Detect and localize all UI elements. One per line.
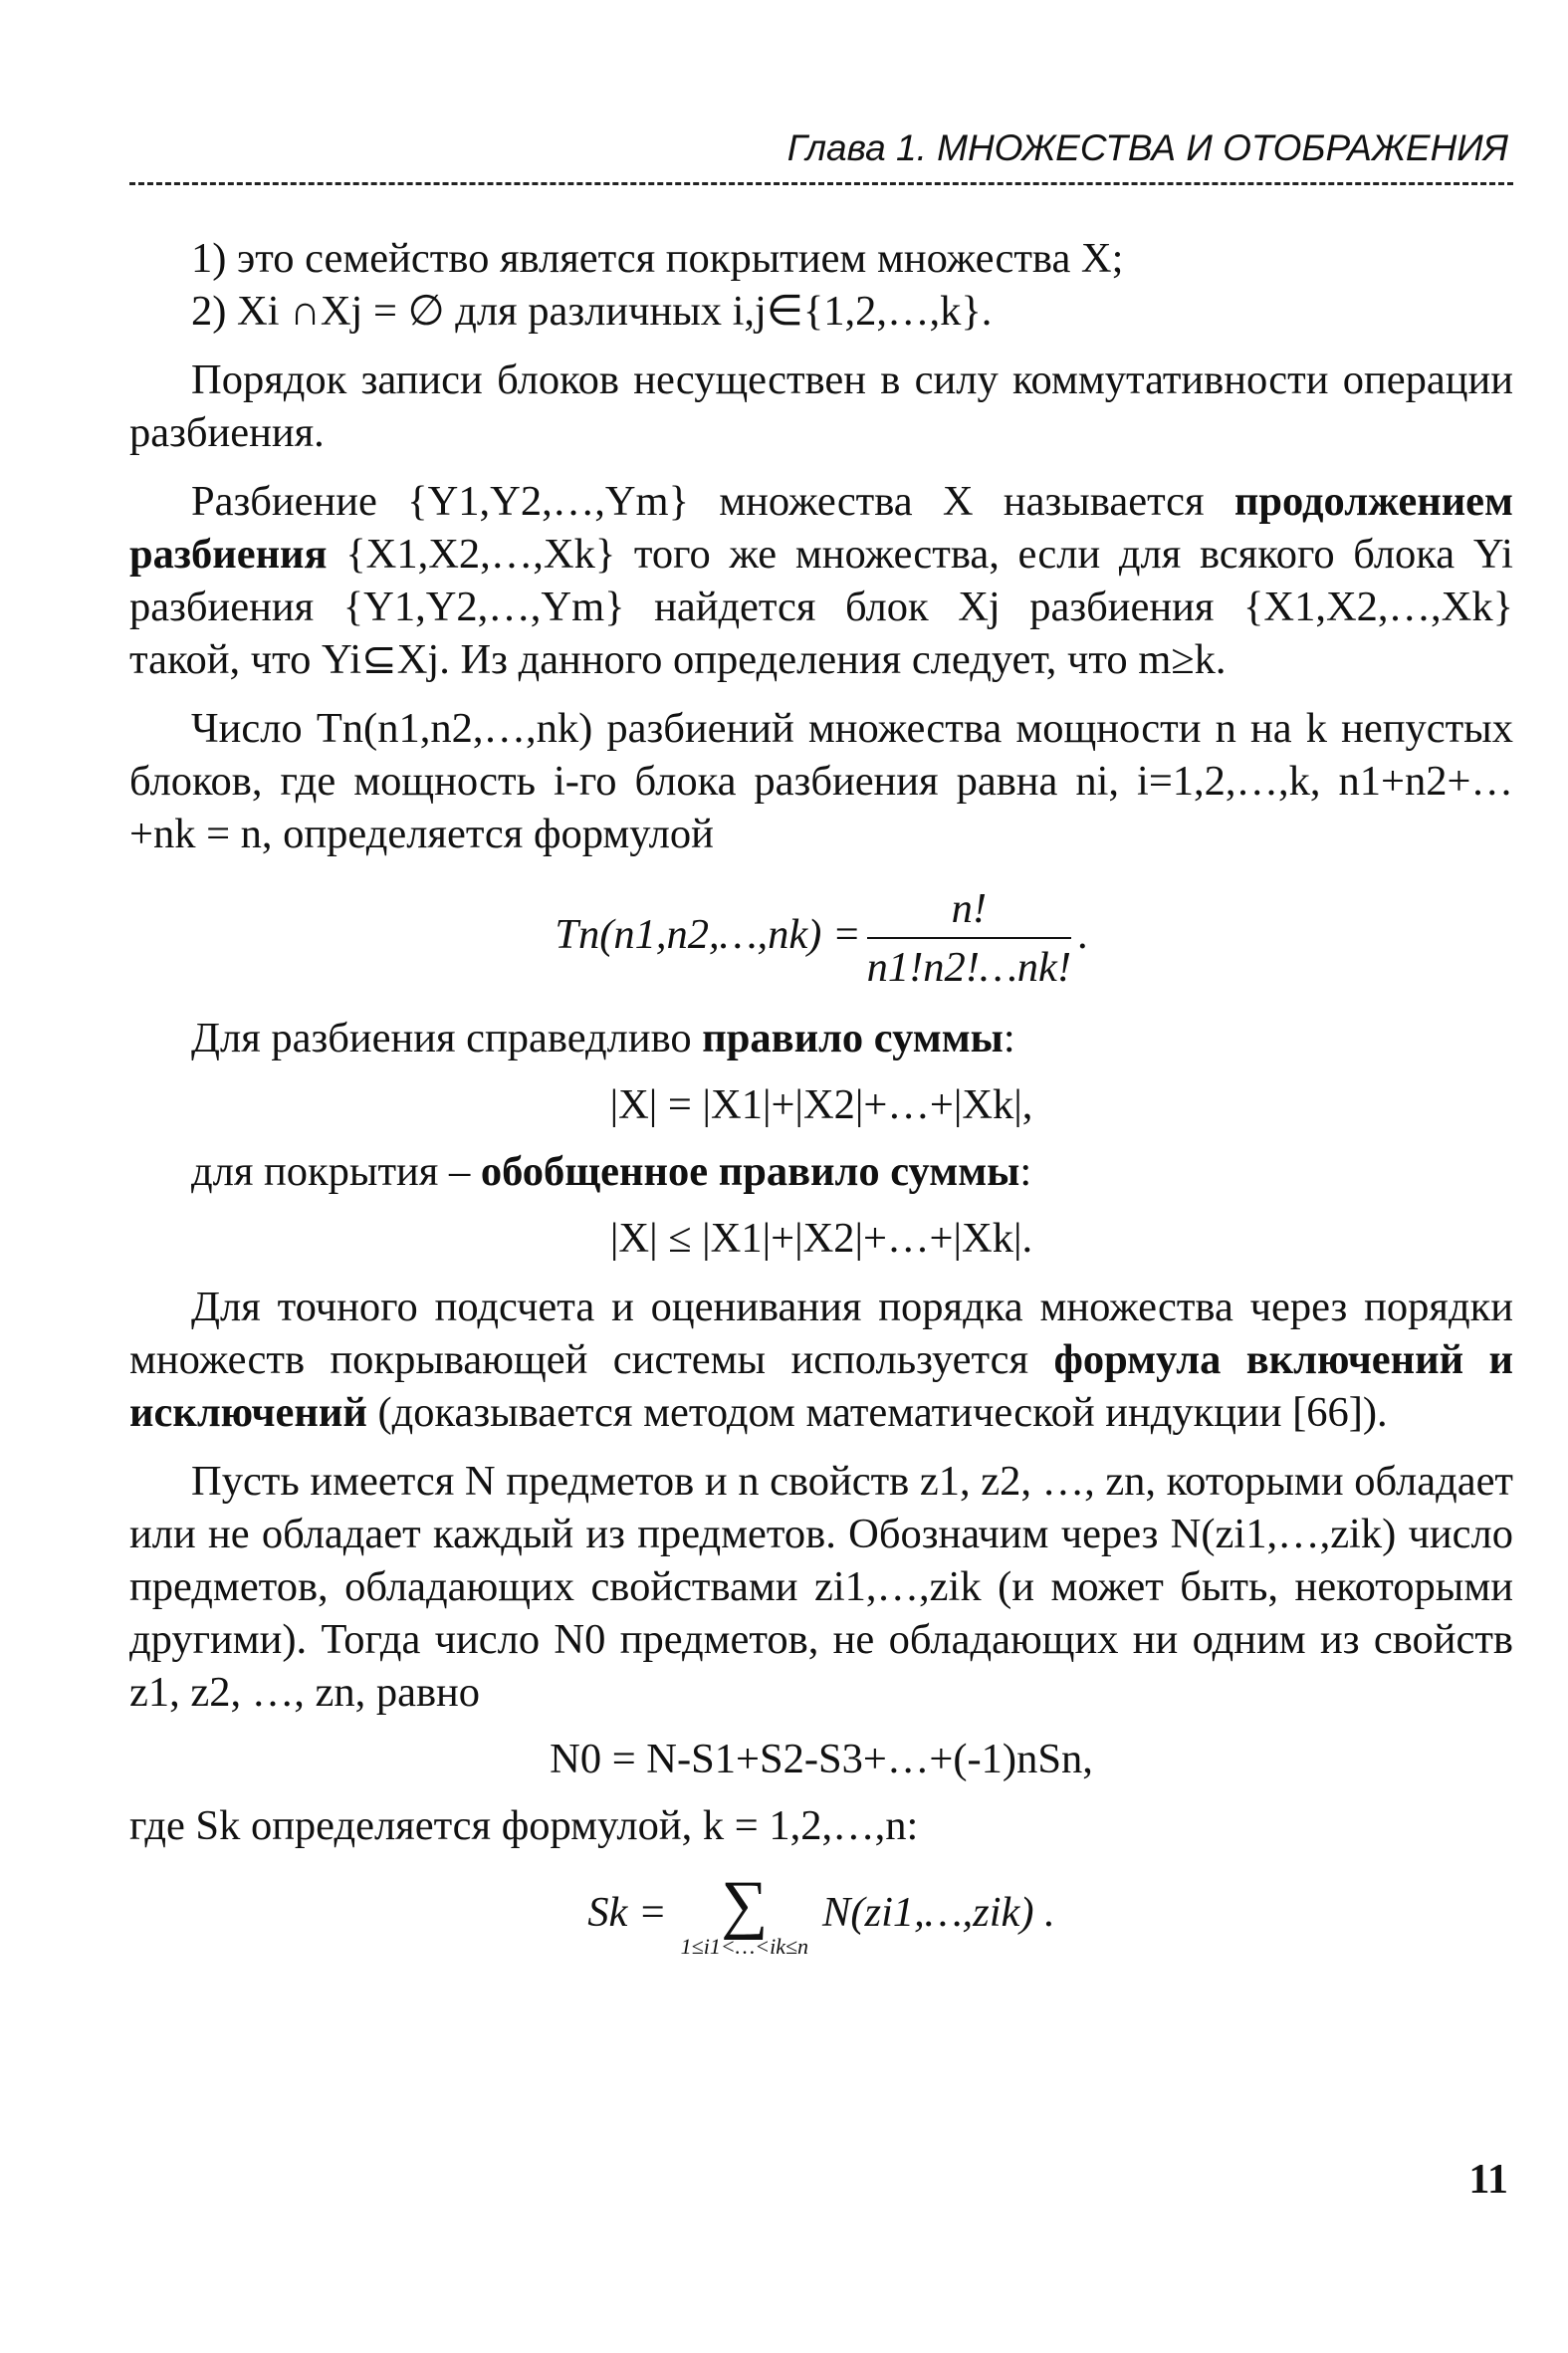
paragraph-generalized-end: : <box>1019 1148 1032 1195</box>
formula-sk-lhs: Sk = <box>587 1888 667 1936</box>
paragraph-sum-rule-start: Для разбиения справедливо <box>191 1015 703 1061</box>
page-body <box>129 232 1513 1976</box>
list-item-2: 2) Xi ∩Xj = ∅ для различных i,j∈{1,2,…,k}. <box>191 288 993 335</box>
term-inclusion-exclusion: формула включений и исключений <box>129 1336 1514 1436</box>
term-continuation: продолжением разбиения <box>129 478 1513 578</box>
header-divider <box>129 182 1513 185</box>
formula-partitions-lhs: Tn(n1,n2,…,nk) = <box>555 910 861 958</box>
paragraph-sum-rule <box>129 1012 1513 1064</box>
formula-partitions-fraction <box>867 882 1071 994</box>
term-generalized-sum-rule: обобщенное правило суммы <box>480 1148 1020 1195</box>
formula-sk-summation <box>680 1868 809 1959</box>
formula-partitions-end: . <box>1077 910 1088 958</box>
running-header: Глава 1. МНОЖЕСТВА И ОТОБРАЖЕНИЯ <box>786 127 1508 168</box>
formula-partitions <box>129 882 1513 994</box>
paragraph-generalized-start: для покрытия – <box>191 1148 481 1195</box>
page-number: 11 <box>1468 2157 1508 2203</box>
formula-n0: N0 = N-S1+S2-S3+…+(-1)nSn, <box>550 1736 1093 1782</box>
formula-generalized-sum-rule: |X| ≤ |X1|+|X2|+…+|Xk|. <box>609 1215 1033 1262</box>
paragraph-continuation-end: {X1,X2,…,Xk} того же множества, если для всякого блока Yi разбиения {Y1,Y2,…,Ym} найдется блок Xj разбиения {X1,X2,…,Xk} такой, что Yi⊆Xj. Из данного определения следует, что m≥k. <box>129 531 1513 683</box>
paragraph-where: где Sk определяется формулой, k = 1,2,…,n: <box>129 1802 919 1849</box>
paragraph-properties: Пусть имеется N предметов и n свойств z1, z2, …, zn, которыми обладает или не обладает каждый из предметов. Обозначим через N(zi1,…,zik) число предметов, обладающих свойствами zi1,…,zik (и может быть, некоторыми другими). Тогда число N0 предметов, не обладающих ни одним из свойств z1, z2, …, zn, равно <box>129 1458 1514 1716</box>
paragraph-inclusion-exclusion <box>129 1281 1513 1439</box>
paragraph-order: Порядок записи блоков несуществен в силу коммутативности операции разбиения. <box>129 356 1513 456</box>
formula-sk <box>129 1868 1513 1959</box>
paragraph-continuation-start: Разбиение {Y1,Y2,…,Ym} множества X называется <box>191 478 1234 525</box>
paragraph-inclusion-end: (доказывается методом математической индукции [66]). <box>366 1389 1388 1436</box>
term-sum-rule: правило суммы <box>702 1015 1004 1061</box>
formula-partitions-denominator: n1!n2!…nk! <box>866 944 1072 991</box>
paragraph-generalized-sum-rule <box>129 1145 1513 1198</box>
paragraph-inclusion-start: Для точного подсчета и оценивания порядка множества через порядки множеств покрывающей системы используется <box>129 1284 1513 1383</box>
formula-sum-rule: |X| = |X1|+|X2|+…+|Xk|, <box>609 1081 1033 1128</box>
summation-limits: 1≤i1<…<ik≤n <box>680 1934 809 1959</box>
formula-partitions-numerator: n! <box>867 882 1071 939</box>
paragraph-count: Число Tn(n1,n2,…,nk) разбиений множества мощности n на k непустых блоков, где мощность i-го блока разбиения равна ni, i=1,2,…,k, n1+n2+…+nk = n, определяется формулой <box>129 705 1513 857</box>
formula-sk-rhs: N(zi1,…,zik) . <box>822 1888 1055 1936</box>
list-item-1: 1) это семейство является покрытием множества X; <box>191 235 1124 282</box>
paragraph-sum-rule-end: : <box>1003 1015 1015 1061</box>
paragraph-continuation <box>129 475 1513 686</box>
sigma-symbol: ∑ <box>721 1868 769 1941</box>
